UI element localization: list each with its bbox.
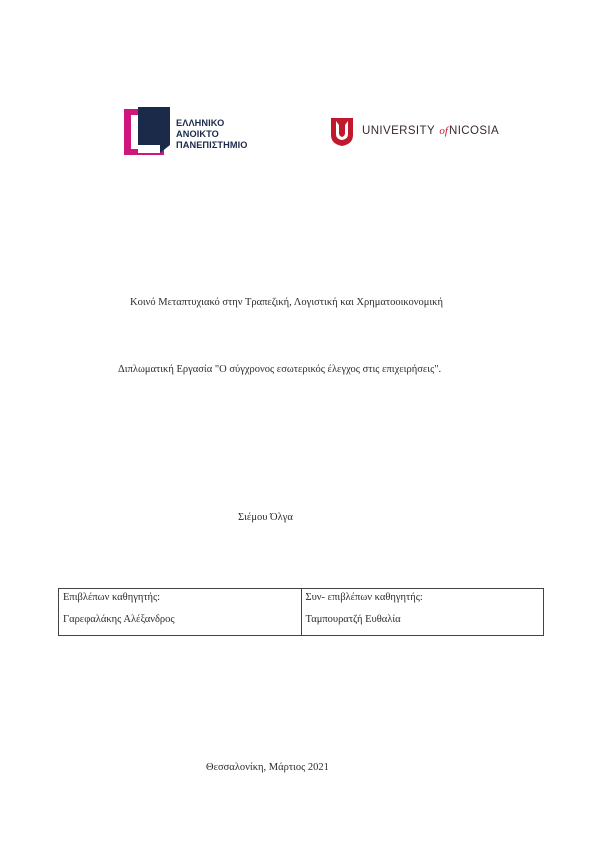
hou-emblem-icon	[124, 105, 172, 157]
hou-line-1: ΕΛΛΗΝΙΚΟ	[176, 118, 225, 128]
table-row	[59, 589, 544, 636]
co-supervisor-cell	[301, 589, 544, 636]
co-supervisor-label: Συν- επιβλέπων καθηγητής:	[305, 592, 423, 603]
unic-word-nicosia: NICOSIA	[448, 125, 500, 137]
place-and-date: Θεσσαλονίκη, Μάρτιος 2021	[206, 762, 329, 773]
hou-line-2: ΑΝΟΙΚΤΟ	[176, 129, 219, 139]
university-of-nicosia-logo	[330, 117, 510, 149]
supervisors-table	[58, 588, 544, 636]
co-supervisor-name: Ταμπουρατζή Ευθαλία	[305, 614, 401, 625]
unic-word-university: UNIVERSITY	[362, 125, 435, 137]
program-title: Κοινό Μεταπτυχιακό στην Τραπεζική, Λογιστική και Χρηματοοικονομική	[130, 297, 443, 308]
supervisor-label: Επιβλέπων καθηγητής:	[63, 592, 161, 603]
hou-wordmark	[176, 118, 248, 151]
thesis-title: Διπλωματική Εργασία "Ο σύγχρονος εσωτερικός έλεγχος στις επιχειρήσεις".	[118, 364, 442, 375]
unic-word-of: of	[439, 125, 448, 137]
author-name: Σιέμου Όλγα	[238, 512, 293, 523]
unic-shield-icon	[330, 117, 354, 147]
supervisor-cell	[59, 589, 302, 636]
hou-line-3: ΠΑΝΕΠΙΣΤΗΜΙΟ	[176, 140, 248, 150]
unic-wordmark	[362, 125, 499, 137]
hellenic-open-university-logo	[124, 105, 264, 161]
supervisor-name: Γαρεφαλάκης Αλέξανδρος	[63, 614, 175, 625]
